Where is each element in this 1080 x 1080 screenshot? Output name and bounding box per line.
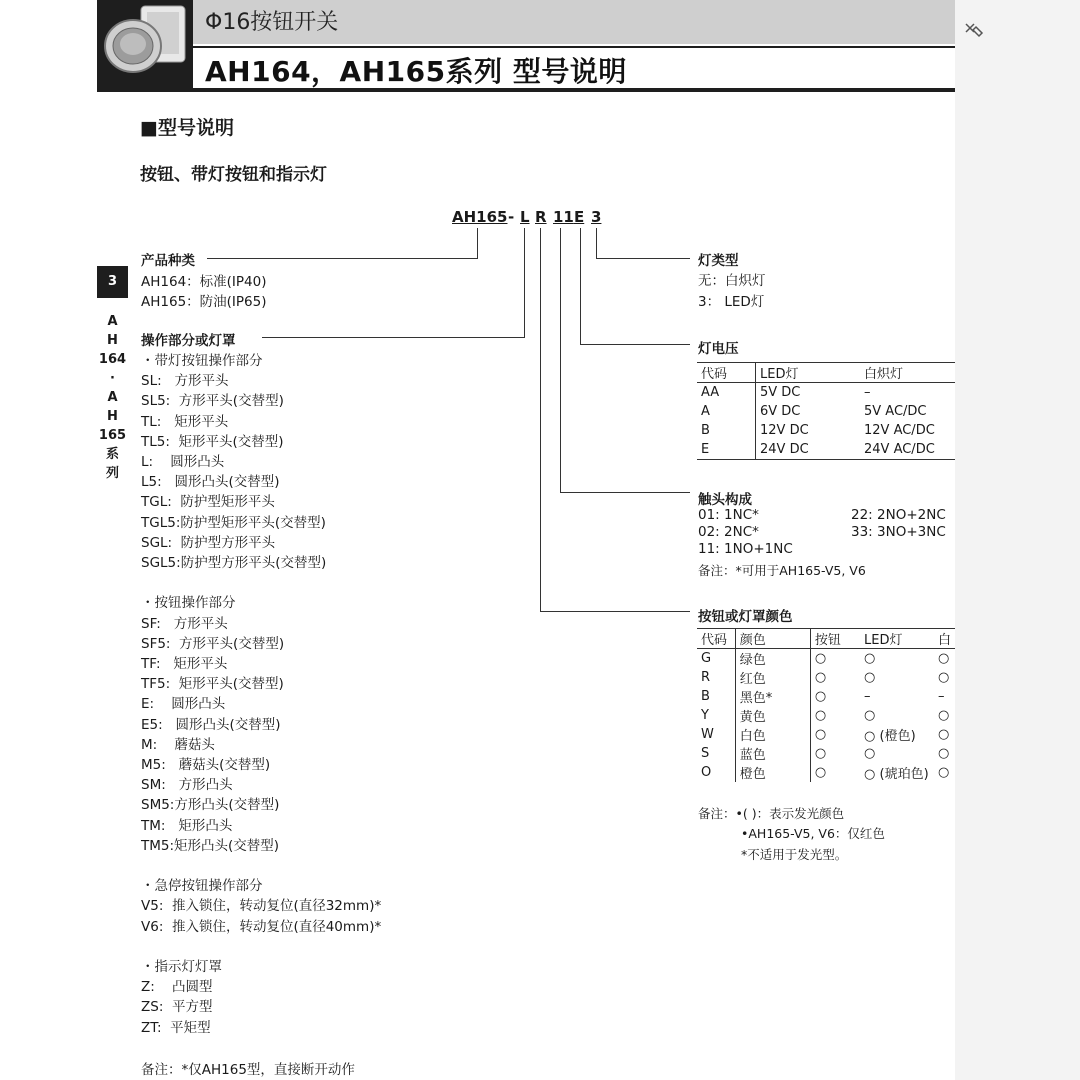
- table-header-row: [697, 363, 955, 383]
- model-code-part: 3: [591, 208, 602, 226]
- table-cell: 红色: [735, 668, 810, 687]
- operator-option: SF: 方形平头: [141, 615, 228, 632]
- table-cell: AA: [701, 385, 720, 400]
- chapter-label-char: 164: [98, 352, 127, 367]
- product-photo: [97, 0, 193, 92]
- product-type-item: AH165：防油(IP65): [141, 294, 267, 310]
- model-code-part: R: [535, 208, 547, 226]
- table-cell: G: [701, 651, 712, 666]
- model-code-part: L: [520, 208, 530, 226]
- chapter-label-char: ·: [110, 371, 115, 386]
- contact-option: 33: 3NO+3NC: [851, 524, 946, 540]
- table-cell: 5V AC/DC: [864, 404, 927, 419]
- page-margin: [955, 0, 1080, 1080]
- table-cell: ○: [810, 706, 860, 725]
- connector-line: [596, 258, 690, 259]
- connector-line: [477, 228, 478, 259]
- table-cell: ○: [810, 649, 860, 669]
- chapter-tab: 3: [97, 266, 128, 298]
- table-cell: ○: [937, 670, 950, 685]
- page-title: AH164，AH165系列 型号说明: [205, 55, 627, 88]
- section-subtitle: 按钮、带灯按钮和指示灯: [140, 165, 327, 185]
- table-row: [697, 649, 955, 669]
- connector-line: [540, 611, 690, 612]
- operator-option: TL5: 矩形平头(交替型): [141, 433, 284, 450]
- table-cell: B: [701, 689, 710, 704]
- table-cell: ○: [937, 651, 950, 666]
- operator-option: SL: 方形平头: [141, 373, 229, 390]
- table-cell: 12V AC/DC: [864, 423, 935, 438]
- operator-option: SGL: 防护型方形平头: [141, 534, 276, 551]
- table-header-cell: 白: [934, 629, 955, 649]
- operator-heading: 操作部分或灯罩: [141, 333, 236, 349]
- table-row: [697, 725, 955, 744]
- operator-option: ZT: 平矩型: [141, 1019, 211, 1036]
- table-cell: 5V DC: [756, 383, 861, 403]
- chapter-label-char: 列: [105, 466, 119, 481]
- contact-option: 22: 2NO+2NC: [851, 507, 946, 523]
- connector-line: [580, 228, 581, 345]
- chapter-label-char: 系: [105, 447, 119, 462]
- contact-option: 11: 1NO+1NC: [698, 541, 793, 557]
- table-header-cell: LED灯: [860, 629, 934, 649]
- operator-group-title: ・按钮操作部分: [141, 595, 236, 612]
- table-cell: A: [701, 404, 710, 419]
- table-cell: ○: [937, 727, 950, 742]
- connector-line: [262, 337, 525, 338]
- table-row: [697, 421, 955, 440]
- table-header-cell: 代码: [697, 363, 756, 383]
- operator-option: TL: 矩形平头: [141, 413, 229, 430]
- lamp-voltage-table: [697, 362, 955, 460]
- color-note: •AH165-V5, V6：仅红色: [741, 826, 885, 841]
- operator-option: TF5: 矩形平头(交替型): [141, 676, 284, 693]
- header-subtitle: Φ16按钮开关: [205, 10, 339, 35]
- table-cell: E: [697, 440, 756, 460]
- table-row: [697, 706, 955, 725]
- operator-group-title: ・带灯按钮操作部分: [141, 353, 263, 369]
- operator-option: ZS: 平方型: [141, 999, 213, 1016]
- table-row: [697, 687, 955, 706]
- operator-option: M: 蘑菇头: [141, 736, 215, 753]
- table-cell: –: [864, 385, 871, 400]
- operator-option: M5: 蘑菇头(交替型): [141, 757, 271, 773]
- contact-option: 01: 1NC*: [698, 507, 759, 523]
- table-cell: ○: [864, 746, 876, 761]
- chapter-label-char: A: [107, 390, 118, 405]
- table-row: [697, 668, 955, 687]
- operator-option: TGL: 防护型矩形平头: [141, 494, 275, 511]
- operator-group-title: ・指示灯灯罩: [141, 959, 222, 975]
- operator-note: 备注：*仅AH165型，直接断开动作: [141, 1062, 355, 1078]
- operator-option: SM5:方形凸头(交替型): [141, 797, 280, 814]
- table-cell: 蓝色: [735, 744, 810, 763]
- table-cell: 12V DC: [756, 421, 861, 440]
- table-cell: –: [937, 689, 945, 704]
- operator-option: SL5: 方形平头(交替型): [141, 393, 284, 410]
- operator-option: TGL5:防护型矩形平头(交替型): [141, 514, 326, 531]
- table-cell: ○: [810, 668, 860, 687]
- operator-option: L: 圆形凸头: [141, 454, 225, 470]
- operator-option: V6: 推入锁住，转动复位(直径40mm)*: [141, 918, 382, 935]
- pin-icon[interactable]: [962, 18, 986, 42]
- model-code-sep: -: [508, 208, 515, 226]
- table-cell: 绿色: [735, 649, 810, 669]
- contacts-note: 备注：*可用于AH165-V5, V6: [698, 563, 866, 578]
- lamp-voltage-heading: 灯电压: [698, 341, 739, 357]
- table-cell: 白色: [735, 725, 810, 744]
- operator-option: E5: 圆形凸头(交替型): [141, 716, 281, 733]
- table-row: [697, 744, 955, 763]
- table-cell: 24V AC/DC: [860, 440, 955, 460]
- table-cell: ○: [810, 744, 860, 763]
- color-note: *不适用于发光型。: [741, 847, 848, 862]
- table-cell: ○: [810, 725, 860, 744]
- table-cell: Y: [701, 708, 709, 723]
- lamp-type-heading: 灯类型: [698, 253, 739, 269]
- connector-line: [207, 258, 478, 259]
- model-code-base: AH165: [452, 208, 508, 226]
- table-cell: 橙色: [735, 763, 810, 782]
- table-row: [697, 440, 955, 460]
- table-header-cell: 代码: [697, 629, 735, 649]
- connector-line: [560, 228, 561, 493]
- operator-option: Z: 凸圆型: [141, 979, 213, 996]
- table-cell: R: [701, 670, 711, 685]
- connector-line: [540, 228, 541, 612]
- operator-option: SF5: 方形平头(交替型): [141, 635, 285, 652]
- operator-group-title: ・急停按钮操作部分: [141, 878, 263, 895]
- model-code-part: 11: [553, 208, 574, 226]
- model-code-part: E: [574, 208, 585, 226]
- table-cell: ○: [864, 708, 876, 723]
- operator-option: TM5:矩形凸头(交替型): [141, 837, 280, 854]
- table-row: [697, 402, 955, 421]
- operator-option: TF: 矩形平头: [141, 656, 228, 672]
- table-cell: W: [701, 727, 714, 742]
- contact-option: 02: 2NC*: [698, 524, 759, 540]
- table-header-cell: LED灯: [756, 363, 861, 383]
- table-row: [697, 383, 955, 403]
- table-cell: ○: [810, 687, 860, 706]
- connector-line: [524, 228, 525, 338]
- lamp-type-item: 无：白炽灯: [698, 273, 766, 289]
- chapter-label-char: A: [107, 314, 118, 329]
- table-header-cell: 按钮: [810, 629, 860, 649]
- table-cell: ○: [937, 765, 950, 780]
- operator-option: V5: 推入锁住，转动复位(直径32mm)*: [141, 898, 382, 915]
- connector-line: [596, 228, 597, 259]
- table-header-row: [697, 629, 955, 649]
- chapter-label-char: 165: [98, 428, 127, 443]
- operator-option: E: 圆形凸头: [141, 696, 226, 713]
- table-cell: 黑色*: [735, 687, 810, 706]
- table-cell: 6V DC: [756, 402, 861, 421]
- chapter-label: [97, 312, 128, 483]
- table-cell: ○: [937, 746, 950, 761]
- connector-line: [560, 492, 690, 493]
- product-type-heading: 产品种类: [141, 253, 195, 269]
- operator-option: L5: 圆形凸头(交替型): [141, 474, 280, 491]
- table-cell: O: [701, 765, 712, 780]
- operator-option: TM: 矩形凸头: [141, 817, 233, 834]
- operator-option: SM: 方形凸头: [141, 777, 233, 794]
- push-button-icon: [97, 0, 193, 92]
- color-table: [697, 628, 955, 782]
- operator-option: SGL5:防护型方形平头(交替型): [141, 555, 327, 571]
- color-note: 备注：•( )：表示发光颜色: [698, 806, 845, 821]
- table-cell: ○ (琥珀色): [864, 767, 929, 782]
- color-heading: 按钮或灯罩颜色: [698, 609, 793, 625]
- table-cell: B: [701, 423, 710, 438]
- chapter-label-char: H: [107, 333, 118, 348]
- chapter-label-char: H: [107, 409, 118, 424]
- table-cell: ○: [810, 763, 860, 782]
- table-header-cell: 白炽灯: [860, 363, 955, 383]
- lamp-type-item: 3： LED灯: [698, 294, 765, 310]
- table-cell: 24V DC: [756, 440, 861, 460]
- table-row: [697, 763, 955, 782]
- table-cell: ○: [864, 670, 876, 685]
- table-cell: ○ (橙色): [864, 729, 916, 744]
- table-cell: –: [864, 689, 871, 704]
- product-type-item: AH164：标准(IP40): [141, 274, 267, 290]
- table-cell: ○: [864, 651, 876, 666]
- contacts-heading: 触头构成: [698, 492, 752, 508]
- table-cell: S: [701, 746, 710, 761]
- section-title: ■型号说明: [140, 117, 234, 139]
- table-cell: 黄色: [735, 706, 810, 725]
- table-cell: ○: [937, 708, 950, 723]
- connector-line: [580, 344, 690, 345]
- table-header-cell: 颜色: [735, 629, 810, 649]
